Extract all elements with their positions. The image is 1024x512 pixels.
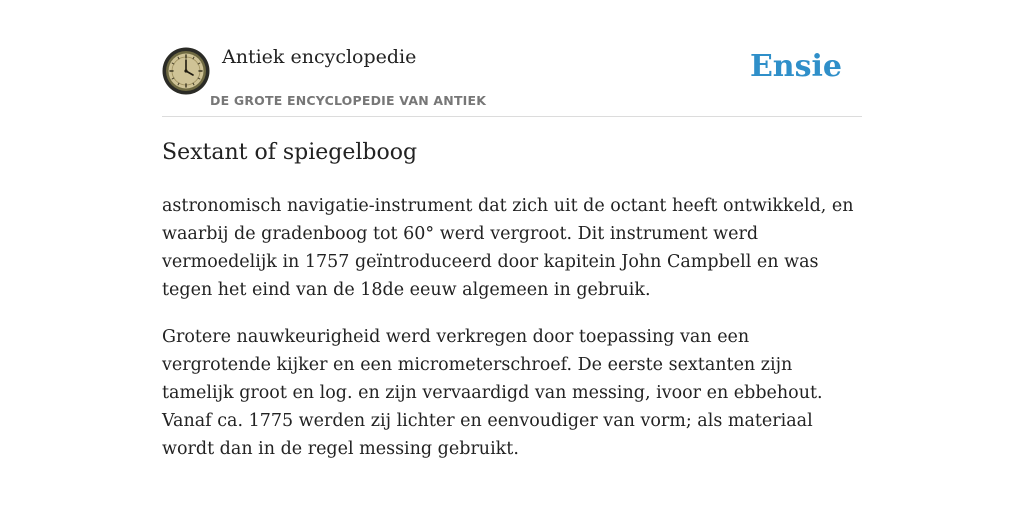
article-paragraph: Grotere nauwkeurigheid werd verkregen door toepassing van een vergrotende kijker en een micrometerschroef. De eerste sextanten zijn tamelijk groot en log. en zijn vervaardigd van messing, ivoor en ebbehout. Vanaf ca. 1775 werden zij lichter en eenvoudiger van vorm; als materiaal wordt dan in de regel messing gebruikt. [162,327,823,459]
site-title[interactable]: Antiek encyclopedie [222,46,417,68]
site-subtitle: DE GROTE ENCYCLOPEDIE VAN ANTIEK [210,93,487,108]
article-title: Sextant of spiegelboog [162,140,418,165]
article-paragraph: astronomisch navigatie-instrument dat zich uit de octant heeft ontwikkeld, en waarbij de gradenboog tot 60° werd vergroot. Dit instrument werd vermoedelijk in 1757 geïntroduceerd door kapitein John Campbell en was tegen het eind van de 18de eeuw algemeen in gebruik. [162,196,854,300]
antique-clock-icon[interactable] [162,47,210,95]
site-header [162,44,862,117]
article-body [162,192,862,482]
ensie-logo-link[interactable]: Ensie [749,49,842,84]
